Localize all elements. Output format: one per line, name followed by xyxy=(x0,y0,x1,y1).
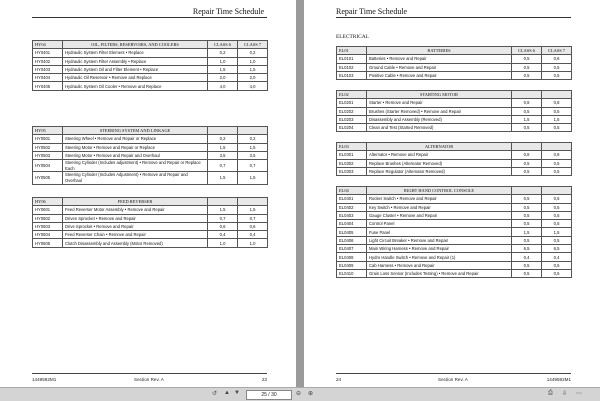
class-7-header: CLASS 7 xyxy=(238,41,268,49)
more-icon[interactable]: ⋯ xyxy=(576,391,582,397)
class-7-hours: 1,0 xyxy=(238,57,268,65)
section-header-row xyxy=(337,143,572,151)
operation-description: Hydraulic Oil Reservoir • Remove and Replace xyxy=(63,74,208,82)
class-7-hours: 1,5 xyxy=(238,206,268,214)
class-6-hours: 0,5 xyxy=(512,261,542,269)
operation-code: HY0501 xyxy=(33,135,63,143)
class-6-hours: 0,2 xyxy=(208,49,238,57)
operation-description: Hydraulic System Oil and Filter Element • Replace xyxy=(63,65,208,73)
class-6-hours: 1,0 xyxy=(208,239,238,247)
operation-code: EL0301 xyxy=(337,151,367,159)
class-7-hours: 0,6 xyxy=(542,55,572,63)
class-6-hours: 0,5 xyxy=(512,236,542,244)
table-row xyxy=(33,49,268,57)
operation-code: EL0406 xyxy=(337,236,367,244)
operation-code: HY0405 xyxy=(33,82,63,90)
table-row xyxy=(337,115,572,123)
operation-code: EL0202 xyxy=(337,107,367,115)
table-row xyxy=(33,57,268,65)
class-7-hours: 3,5 xyxy=(238,151,268,159)
operation-code: HY0505 xyxy=(33,172,63,184)
class-6-hours: 6,5 xyxy=(512,245,542,253)
class-7-hours: 0,8 xyxy=(542,151,572,159)
table-row xyxy=(337,220,572,228)
class-7-hours: 0,5 xyxy=(542,236,572,244)
class-6-hours: 0,7 xyxy=(208,214,238,222)
class-6-hours: 0,5 xyxy=(512,55,542,63)
table-row xyxy=(337,167,572,175)
section-header-row xyxy=(337,47,572,55)
class-7-header xyxy=(542,143,572,151)
operation-code: EL0203 xyxy=(337,115,367,123)
operation-description: Steering Motor • Remove and Repair and Overhaul xyxy=(63,151,208,159)
class-6-hours: 0,5 xyxy=(512,269,542,277)
table-row xyxy=(337,151,572,159)
table-row xyxy=(337,107,572,115)
class-7-hours: 1,5 xyxy=(238,172,268,184)
footer-section-rev: Section Rev. A xyxy=(134,377,164,382)
operation-description: Replace Brushes (Alternator Removed) xyxy=(367,159,512,167)
footer-doc-number: 1449592M1 xyxy=(32,377,57,382)
table-row xyxy=(337,63,572,71)
class-7-hours: 0,5 xyxy=(542,211,572,219)
class-6-hours: 2,0 xyxy=(208,74,238,82)
operation-description: Hydraulic System Oil Cooler • Remove and Replace xyxy=(63,82,208,90)
table-row xyxy=(33,65,268,73)
class-7-hours: 0,5 xyxy=(542,107,572,115)
table-row xyxy=(337,124,572,132)
download-icon[interactable]: ⇩ xyxy=(562,391,568,397)
operation-description: Rocker Switch • Remove and Repair xyxy=(367,195,512,203)
section-header-row xyxy=(33,127,268,135)
table-row xyxy=(33,172,268,184)
footer-doc-number: 1449592M1 xyxy=(546,377,571,382)
pdf-viewer-toolbar xyxy=(0,387,600,401)
operation-code: EL0410 xyxy=(337,269,367,277)
class-7-hours: 0,4 xyxy=(238,231,268,239)
operation-description: Starter • Remove and Repair xyxy=(367,99,512,107)
header-rule xyxy=(32,17,267,18)
table-row xyxy=(33,231,268,239)
operation-description: Brushes (Starter Removed) • Remove and Repair xyxy=(367,107,512,115)
table-row xyxy=(337,253,572,261)
class-7-hours: 0,8 xyxy=(542,99,572,107)
class-6-hours: 1,0 xyxy=(208,57,238,65)
operation-code: EL0408 xyxy=(337,253,367,261)
section-table-el03 xyxy=(336,142,572,176)
operation-description: Clean and Test (Started Removed) xyxy=(367,124,512,132)
operation-code: HY0404 xyxy=(33,74,63,82)
class-7-hours: 0,6 xyxy=(238,222,268,230)
table-row xyxy=(33,74,268,82)
class-7-header: CLASS 7 xyxy=(542,47,572,55)
class-7-hours: 0,5 xyxy=(542,63,572,71)
header-rule xyxy=(336,17,571,18)
section-header-row xyxy=(337,187,572,195)
section-header-row xyxy=(337,91,572,99)
class-6-hours: 0,7 xyxy=(208,160,238,172)
operation-code: HY0402 xyxy=(33,57,63,65)
class-7-hours: 0,5 xyxy=(542,124,572,132)
operation-code: EL0303 xyxy=(337,167,367,175)
class-6-hours: 4,0 xyxy=(208,82,238,90)
footer-page-number: 23 xyxy=(261,377,267,382)
page-indicator-field[interactable]: 25 / 30 xyxy=(246,390,292,400)
operation-description: Hydraulic System Filter Assembly • Replace xyxy=(63,57,208,65)
class-6-header xyxy=(512,91,542,99)
table-row xyxy=(33,222,268,230)
operation-description: Light Circuit Breaker • Remove and Repair xyxy=(367,236,512,244)
operation-code: HY0603 xyxy=(33,222,63,230)
class-7-hours: 0,7 xyxy=(238,214,268,222)
class-7-hours: 0,5 xyxy=(542,71,572,79)
operation-description: Steering Cylinder (Includes adjustment) • Remove and Repair or Replace Each xyxy=(63,160,208,172)
class-7-hours: 0,7 xyxy=(238,160,268,172)
class-6-hours: 0,4 xyxy=(208,231,238,239)
class-6-hours: 1,5 xyxy=(208,65,238,73)
right-page xyxy=(304,0,600,388)
class-7-hours: 0,5 xyxy=(542,167,572,175)
operation-description: Fuse Panel xyxy=(367,228,512,236)
class-7-hours: 0,5 xyxy=(542,261,572,269)
operation-code: EL0405 xyxy=(337,228,367,236)
table-row xyxy=(337,228,572,236)
operation-code: EL0407 xyxy=(337,245,367,253)
section-code: HY05 xyxy=(33,127,63,135)
class-7-header xyxy=(238,198,268,206)
operation-code: EL0409 xyxy=(337,261,367,269)
operation-description: Grain Loss Sensor (Includes Testing) • Remove and Repair xyxy=(367,269,512,277)
table-row xyxy=(337,269,572,277)
footer-rule xyxy=(32,373,267,374)
table-row xyxy=(33,206,268,214)
class-6-hours: 0,5 xyxy=(512,124,542,132)
operation-code: EL0102 xyxy=(337,63,367,71)
section-subheader: ELECTRICAL xyxy=(336,34,369,40)
class-6-hours: 0,8 xyxy=(512,99,542,107)
section-code: EL03 xyxy=(337,143,367,151)
section-title: OIL, FILTERS, RESERVOIRS, AND COOLERS xyxy=(63,41,208,49)
class-7-hours: 1,5 xyxy=(542,115,572,123)
operation-code: EL0402 xyxy=(337,203,367,211)
section-title: FEED REVERSER xyxy=(63,198,208,206)
class-6-hours: 0,5 xyxy=(512,159,542,167)
class-7-header xyxy=(542,91,572,99)
operation-code: EL0302 xyxy=(337,159,367,167)
table-row xyxy=(337,195,572,203)
table-row xyxy=(33,135,268,143)
section-code: EL01 xyxy=(337,47,367,55)
page-header-title: Repair Time Schedule xyxy=(336,7,408,16)
operation-description: Steering Motor • Remove and Repair or Replace xyxy=(63,143,208,151)
class-7-hours: 1,0 xyxy=(238,239,268,247)
operation-description: Gauge Cluster • Remove and Repair xyxy=(367,211,512,219)
section-header-row xyxy=(33,41,268,49)
zoom-in-icon[interactable]: ⊕ xyxy=(308,391,314,397)
class-6-hours: 0,5 xyxy=(512,167,542,175)
class-6-hours: 0,5 xyxy=(512,220,542,228)
section-header-row xyxy=(33,198,268,206)
section-table-el04 xyxy=(336,186,572,278)
footer-page-number: 24 xyxy=(336,377,342,382)
class-6-hours: 0,4 xyxy=(512,253,542,261)
table-row xyxy=(337,55,572,63)
operation-description: Hydraulic System Filter Element • Replace xyxy=(63,49,208,57)
class-7-header xyxy=(542,187,572,195)
table-row xyxy=(337,159,572,167)
operation-description: Batteries • Remove and Repair xyxy=(367,55,512,63)
print-icon[interactable]: ⎙ xyxy=(548,390,553,396)
operation-code: EL0204 xyxy=(337,124,367,132)
operation-code: HY0403 xyxy=(33,65,63,73)
class-6-hours: 1,5 xyxy=(512,228,542,236)
class-7-hours: 4,0 xyxy=(238,82,268,90)
operation-description: Key Switch • Remove and Repair xyxy=(367,203,512,211)
class-7-hours: 0,5 xyxy=(542,203,572,211)
section-title: RIGHT HAND CONTROL CONSOLE xyxy=(367,187,512,195)
table-row xyxy=(33,239,268,247)
class-6-hours: 0,6 xyxy=(208,222,238,230)
operation-code: HY0504 xyxy=(33,160,63,172)
zoom-out-icon[interactable]: ⊖ xyxy=(296,391,302,397)
operation-code: HY0601 xyxy=(33,206,63,214)
section-table-hy04 xyxy=(32,40,268,91)
section-table-hy06 xyxy=(32,197,268,248)
left-page xyxy=(0,0,296,388)
operation-code: EL0101 xyxy=(337,55,367,63)
operation-description: Main Wiring Harness • Remove and Repair xyxy=(367,245,512,253)
operation-code: HY0401 xyxy=(33,49,63,57)
table-row xyxy=(33,82,268,90)
operation-description: Feed Reverser Motor Assembly • Remove and Repair xyxy=(63,206,208,214)
table-row xyxy=(337,236,572,244)
table-row xyxy=(337,261,572,269)
section-code: HY06 xyxy=(33,198,63,206)
class-7-hours: 0,5 xyxy=(542,220,572,228)
operation-description: Clutch Disassembly and Assembly (Motor Removed) xyxy=(63,239,208,247)
class-7-hours: 6,5 xyxy=(542,245,572,253)
section-title: STEERING SYSTEM AND LINKAGE xyxy=(63,127,208,135)
class-6-hours: 0,8 xyxy=(512,151,542,159)
class-6-header xyxy=(208,198,238,206)
footer-section-rev: Section Rev. A xyxy=(438,377,468,382)
operation-code: EL0403 xyxy=(337,211,367,219)
class-6-hours: 3,5 xyxy=(208,151,238,159)
class-6-hours: 0,5 xyxy=(512,203,542,211)
operation-description: Drive Sprocket • Remove and Repair xyxy=(63,222,208,230)
table-row xyxy=(33,214,268,222)
table-row xyxy=(33,151,268,159)
operation-description: Ground Cable • Remove and Repair xyxy=(367,63,512,71)
operation-description: Feed Reverser Chain • Remove and Repair xyxy=(63,231,208,239)
class-7-hours: 2,0 xyxy=(238,74,268,82)
up-arrow-icon[interactable]: ▲ xyxy=(224,390,230,396)
section-title: STARTING MOTOR xyxy=(367,91,512,99)
section-code: EL04 xyxy=(337,187,367,195)
table-row xyxy=(337,99,572,107)
class-6-hours: 0,5 xyxy=(512,71,542,79)
operation-description: Replace Regulator (Alternator Removed) xyxy=(367,167,512,175)
section-title: ALTERNATOR xyxy=(367,143,512,151)
class-6-hours: 0,2 xyxy=(208,135,238,143)
section-table-hy05 xyxy=(32,126,268,185)
operation-code: HY0605 xyxy=(33,239,63,247)
back-icon[interactable]: ↺ xyxy=(212,391,218,397)
page-header-title: Repair Time Schedule xyxy=(192,7,264,16)
section-code: HY04 xyxy=(33,41,63,49)
table-row xyxy=(337,211,572,219)
operation-code: HY0602 xyxy=(33,214,63,222)
class-6-header xyxy=(208,127,238,135)
class-7-header xyxy=(238,127,268,135)
operation-description: Steering Cylinder (Includes Adjustment) • Remove and Repair and Overhaul xyxy=(63,172,208,184)
class-6-hours: 1,5 xyxy=(208,206,238,214)
operation-description: Hydro Handle Switch • Remove and Repair (1) xyxy=(367,253,512,261)
operation-description: Driven Sprocket • Remove and Repair xyxy=(63,214,208,222)
class-6-hours: 0,5 xyxy=(512,211,542,219)
class-6-header: CLASS 6 xyxy=(512,47,542,55)
class-6-hours: 0,5 xyxy=(512,107,542,115)
class-6-header xyxy=(512,187,542,195)
section-code: EL02 xyxy=(337,91,367,99)
section-table-el02 xyxy=(336,90,572,132)
class-6-hours: 1,5 xyxy=(512,115,542,123)
operation-description: Steering Wheel • Remove and Repair or Replace xyxy=(63,135,208,143)
operation-code: EL0404 xyxy=(337,220,367,228)
class-7-hours: 0,5 xyxy=(542,159,572,167)
operation-description: Disassembly and Assembly (Removed) xyxy=(367,115,512,123)
operation-code: EL0201 xyxy=(337,99,367,107)
table-row xyxy=(33,160,268,172)
class-7-hours: 1,5 xyxy=(238,143,268,151)
class-6-hours: 1,5 xyxy=(208,172,238,184)
operation-code: EL0103 xyxy=(337,71,367,79)
class-6-header xyxy=(512,143,542,151)
operation-description: Positive Cable • Remove and Repair xyxy=(367,71,512,79)
class-6-hours: 0,5 xyxy=(512,195,542,203)
operation-code: HY0604 xyxy=(33,231,63,239)
class-7-hours: 0,2 xyxy=(238,49,268,57)
operation-code: HY0503 xyxy=(33,151,63,159)
operation-code: HY0502 xyxy=(33,143,63,151)
operation-description: Cab Harness • Remove and Repair xyxy=(367,261,512,269)
operation-description: Alternator • Remove and Repair xyxy=(367,151,512,159)
table-row xyxy=(337,203,572,211)
class-6-hours: 1,5 xyxy=(208,143,238,151)
class-7-hours: 1,5 xyxy=(542,228,572,236)
class-7-hours: 0,4 xyxy=(542,253,572,261)
class-6-header: CLASS 6 xyxy=(208,41,238,49)
class-6-hours: 0,5 xyxy=(512,63,542,71)
operation-code: EL0401 xyxy=(337,195,367,203)
section-title: BATTERIES xyxy=(367,47,512,55)
class-7-hours: 0,5 xyxy=(542,195,572,203)
class-7-hours: 0,5 xyxy=(542,269,572,277)
class-7-hours: 0,2 xyxy=(238,135,268,143)
table-row xyxy=(337,71,572,79)
class-7-hours: 1,5 xyxy=(238,65,268,73)
section-table-el01 xyxy=(336,46,572,80)
table-row xyxy=(337,245,572,253)
footer-rule xyxy=(336,373,571,374)
operation-description: Control Panel xyxy=(367,220,512,228)
table-row xyxy=(33,143,268,151)
down-arrow-icon[interactable]: ▼ xyxy=(234,390,240,396)
